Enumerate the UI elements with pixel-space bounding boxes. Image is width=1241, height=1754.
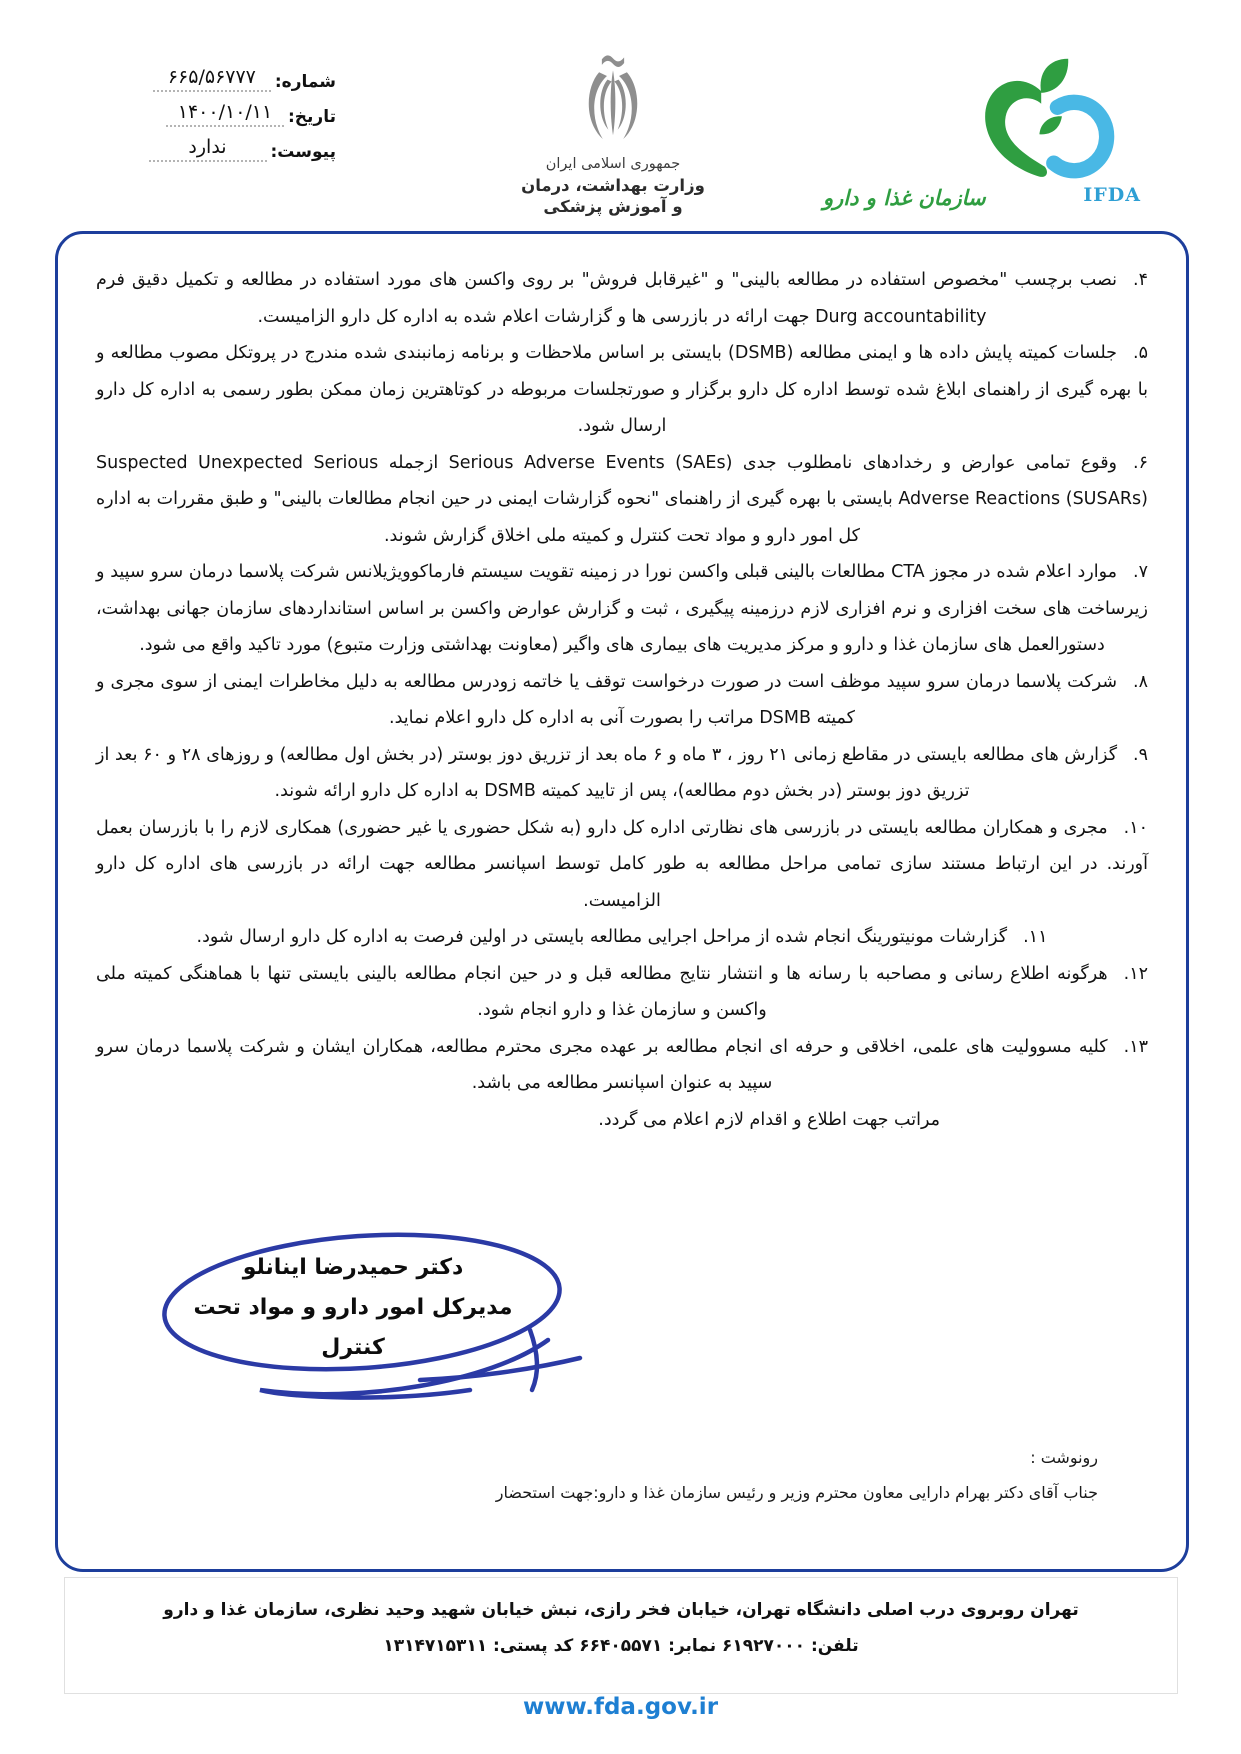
list-item-8 xyxy=(96,664,1148,737)
list-item-9 xyxy=(96,737,1148,810)
signer-name: دکتر حمیدرضا اینانلو xyxy=(242,1255,464,1280)
list-item-7 xyxy=(96,554,1148,664)
letter-number-label: شماره: xyxy=(274,72,336,92)
ifda-logo xyxy=(823,44,1183,212)
item-text: گزارشات مونیتورینگ انجام شده از مراحل اجرایی مطالعه بایستی در اولین فرصت به اداره کل دارو ارسال شود. xyxy=(196,927,1008,947)
country-title: جمهوری اسلامی ایران xyxy=(545,156,681,172)
signer-title: مدیرکل امور دارو و مواد تحت کنترل xyxy=(193,1295,513,1360)
list-item-10 xyxy=(96,810,1148,920)
item-number: ۸. xyxy=(1133,671,1148,692)
item-text: وقوع تمامی عوارض و رخدادهای نامطلوب جدی Serious Adverse Events (SAEs) ازجمله Suspected Unexpected Serious Adverse Reactions (SUSARs) بایستی با بهره گیری از راهنمای "نحوه گزارشات ایمنی در حین انجام مطالعات بالینی" و طبق مقررات به اداره کل امور دارو و مواد تحت کنترل و کمیته ملی اخلاق گزارش شوند. xyxy=(96,452,1148,546)
item-number: ۱۲. xyxy=(1123,963,1148,984)
letterhead xyxy=(86,66,336,171)
item-number: ۵. xyxy=(1133,343,1148,363)
item-number: ۹. xyxy=(1133,744,1149,765)
letter-date-label: تاریخ: xyxy=(288,107,336,127)
list-item-6 xyxy=(96,445,1148,555)
item-text: جلسات کمیته پایش داده ها و ایمنی مطالعه (DSMB) بایستی بر اساس ملاحظات و برنامه زمانبندی شده مندرج در پروتکل مصوب مطالعه و با بهره گیری از راهنمای ابلاغ شده توسط اداره کل دارو برگزار و صورتجلسات مربوطه در کوتاهترین زمان ممکن بطور رسمی به اداره کل دارو ارسال شود. xyxy=(96,343,1148,436)
signature-block xyxy=(168,1248,538,1368)
letter-date-value: ۱۴۰۰/۱۰/۱۱ xyxy=(166,101,284,127)
item-text: مجری و همکاران مطالعه بایستی در بازرسی های نظارتی اداره کل دارو (به شکل حضوری یا غیر حضوری) همکاری لازم را با بازرسان بعمل آورند. در این ارتباط مستند سازی تمامی مراحل مطالعه به طور کامل توسط اسپانسر مطالعه جهت ارائه در بازرسی های اداره کل دارو الزامیست. xyxy=(96,817,1148,911)
ministry-header xyxy=(468,50,758,216)
item-text: نصب برچسب "مخصوص استفاده در مطالعه بالینی" و "غیرقابل فروش" بر روی واکسن های مورد استفاده در مطالعه و تکمیل دقیق فرم Durg accountability جهت ارائه در بازرسی ها و گزارشات اعلام شده به اداره کل دارو الزامیست. xyxy=(96,270,1118,327)
copy-to-block xyxy=(140,1440,1098,1510)
ministry-title-line1: وزارت بهداشت، درمان xyxy=(521,176,705,195)
letter-date-row xyxy=(86,101,336,127)
list-item-4 xyxy=(96,262,1148,335)
closing-line: مراتب جهت اطلاع و اقدام لازم اعلام می گردد. xyxy=(598,1109,940,1130)
footer-box xyxy=(64,1577,1178,1694)
letter-attachment-row xyxy=(86,136,336,162)
item-text: موارد اعلام شده در مجوز CTA مطالعات بالینی قبلی واکسن نورا در زمینه تقویت سیستم فارماکوویژیلانس شرکت پلاسما درمان سرو سپید و زیرساخت های سخت افزاری و نرم افزاری لازم درزمینه پیگیری ، ثبت و گزارش عوارض واکسن بر اساس استانداردهای سازمان جهانی بهداشت، دستورالعمل های سازمان غذا و دارو و مرکز مدیریت های بیماری های واگیر (معاونت بهداشتی وزارت متبوع) مورد تاکید واقع می شود. xyxy=(96,562,1148,655)
letter-attachment-value: ندارد xyxy=(149,136,267,162)
copy-to-label: رونوشت : xyxy=(1030,1448,1098,1467)
item-number: ۱۳. xyxy=(1123,1036,1148,1057)
list-item-5 xyxy=(96,335,1148,445)
copy-to-line: جناب آقای دکتر بهرام دارایی معاون محترم وزیر و رئیس سازمان غذا و دارو:جهت استحضار xyxy=(495,1483,1098,1502)
list-item-13 xyxy=(96,1029,1148,1102)
footer-website: www.fda.gov.ir xyxy=(522,1694,719,1720)
item-number: ۷. xyxy=(1133,562,1148,582)
item-text: گزارش های مطالعه بایستی در مقاطع زمانی ۲۱ روز ، ۳ ماه و ۶ ماه بعد از تزریق دوز بوستر (در بخش اول مطالعه) و روزهای ۲۸ و ۶۰ بعد از تزریق دوز بوستر (در بخش دوم مطالعه)، پس از تایید کمیته DSMB به اداره کل دارو ارائه شوند. xyxy=(96,744,1118,801)
ifda-abbr-text: IFDA xyxy=(1083,184,1141,206)
item-text: کلیه مسوولیت های علمی، اخلاقی و حرفه ای انجام مطالعه بر عهده مجری محترم مطالعه، همکاران ایشان و شرکت پلاسما درمان سرو سپید به عنوان اسپانسر مطالعه می باشد. xyxy=(96,1036,1108,1093)
ifda-logo-icon xyxy=(953,44,1133,194)
letter-number-row xyxy=(86,66,336,92)
list-item-12 xyxy=(96,956,1148,1029)
letter-body xyxy=(96,262,1148,1138)
item-text: شرکت پلاسما درمان سرو سپید موظف است در صورت درخواست توقف یا خاتمه زودرس مطالعه به دلیل مخاطرات ایمنی از سوی مجری و کمیته DSMB مراتب را بصورت آنی به اداره کل دارو اعلام نماید. xyxy=(96,671,1118,728)
item-number: ۱۱. xyxy=(1023,927,1048,947)
ifda-org-name-fa: سازمان غذا و دارو xyxy=(823,186,986,210)
footer-address: تهران روبروی درب اصلی دانشگاه تهران، خیابان فخر رازی، نبش خیابان شهید وحید نظری، سازمان غذا و دارو xyxy=(163,1600,1079,1620)
item-number: ۶. xyxy=(1133,452,1148,473)
iran-emblem-icon xyxy=(569,50,657,152)
item-number: ۱۰. xyxy=(1123,817,1148,838)
letter-number-value: ۶۶۵/۵۶۷۷۷ xyxy=(153,66,271,92)
ministry-title-line2: و آموزش پزشکی xyxy=(543,197,683,216)
letter-attachment-label: پیوست: xyxy=(270,142,336,162)
list-item-11 xyxy=(96,919,1148,956)
item-number: ۴. xyxy=(1133,270,1148,290)
item-text: هرگونه اطلاع رسانی و مصاحبه با رسانه ها و انتشار نتایج مطالعه قبل و در حین انجام مطالعه بالینی بایستی تنها با هماهنگی کمیته ملی واکسن و سازمان غذا و دارو انجام شود. xyxy=(96,963,1108,1020)
footer-contact-line: تلفن: ۶۱۹۲۷۰۰۰ نمابر: ۶۶۴۰۵۵۷۱ کد پستی: ۱۳۱۴۷۱۵۳۱۱ xyxy=(383,1636,859,1656)
